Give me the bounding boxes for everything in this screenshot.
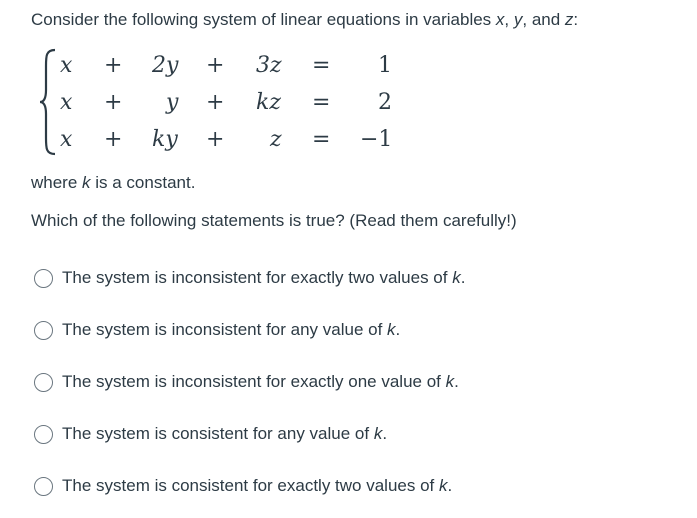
answer-option-4[interactable] xyxy=(34,421,387,447)
radio-button[interactable] xyxy=(34,477,53,496)
note-text: where xyxy=(31,173,83,192)
option-label[interactable]: The system is inconsistent for exactly one value of k. xyxy=(62,372,459,391)
radio-button[interactable] xyxy=(34,321,53,340)
option-label[interactable]: The system is consistent for exactly two values of k. xyxy=(62,476,453,495)
eq3-term-y: ky xyxy=(152,127,178,152)
eq3-plus: + xyxy=(104,127,123,152)
note-text: is a constant. xyxy=(90,173,196,192)
answer-option-5[interactable] xyxy=(34,473,452,499)
prompt-sep: , and xyxy=(522,10,565,29)
eq1-rhs: 1 xyxy=(378,53,392,78)
eq2-equals: = xyxy=(312,90,331,115)
radio-button[interactable] xyxy=(34,269,53,288)
prompt-sep: , xyxy=(504,10,514,29)
constant-note xyxy=(31,173,195,193)
eq2-plus: + xyxy=(206,90,225,115)
question-prompt xyxy=(31,10,578,30)
eq1-term-y: 2y xyxy=(152,53,179,78)
eq1-term-x: x xyxy=(60,53,73,78)
eq2-term-x: x xyxy=(60,90,73,115)
option-label[interactable]: The system is consistent for any value of k. xyxy=(62,424,388,443)
var-z: z xyxy=(564,10,574,29)
eq3-term-z: z xyxy=(270,127,282,152)
eq2-plus: + xyxy=(104,90,123,115)
option-label[interactable]: The system is inconsistent for any value of k. xyxy=(62,320,401,339)
eq3-term-x: x xyxy=(60,127,73,152)
var-x: x xyxy=(495,10,505,29)
eq1-plus: + xyxy=(104,53,123,78)
eq2-rhs: 2 xyxy=(378,90,392,115)
eq3-plus: + xyxy=(206,127,225,152)
eq1-equals: = xyxy=(312,53,331,78)
var-k: k xyxy=(82,173,91,192)
answer-option-3[interactable] xyxy=(34,369,459,395)
radio-button[interactable] xyxy=(34,425,53,444)
equation-system xyxy=(38,48,398,160)
eq2-term-z: kz xyxy=(256,90,281,115)
eq2-term-y: y xyxy=(166,90,179,115)
prompt-text: Consider the following system of linear equations in variables xyxy=(31,10,496,29)
option-label[interactable]: The system is inconsistent for exactly two values of k. xyxy=(62,268,466,287)
question-text: Which of the following statements is true? (Read them carefully!) xyxy=(31,211,517,230)
prompt-colon: : xyxy=(573,10,579,29)
answer-option-1[interactable] xyxy=(34,265,465,291)
radio-button[interactable] xyxy=(34,373,53,392)
eq1-term-z: 3z xyxy=(256,53,282,78)
left-brace-icon xyxy=(38,48,58,156)
answer-option-2[interactable] xyxy=(34,317,400,343)
var-y: y xyxy=(513,10,523,29)
eq1-plus: + xyxy=(206,53,225,78)
eq3-equals: = xyxy=(312,127,331,152)
eq3-rhs: −1 xyxy=(360,127,393,152)
